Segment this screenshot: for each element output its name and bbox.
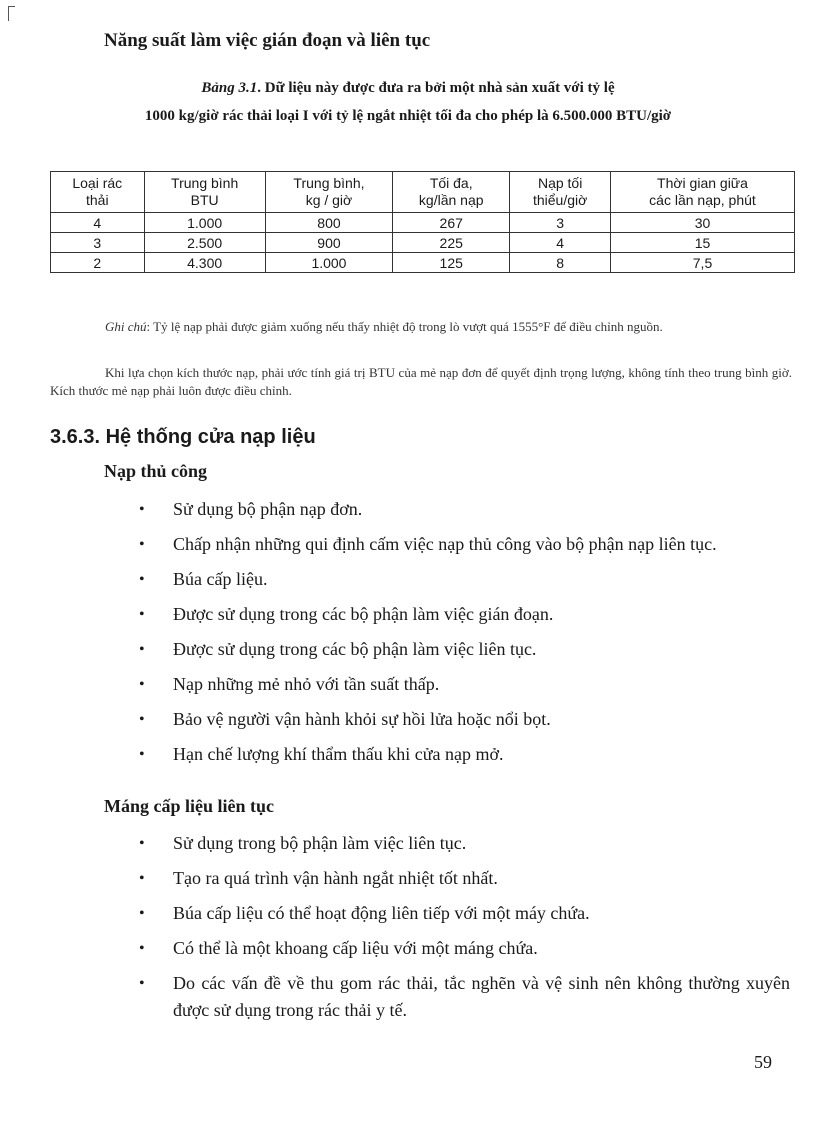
bullet-icon: •: [139, 606, 145, 623]
section-title: Năng suất làm việc gián đoạn và liên tục: [104, 30, 431, 51]
list-item: • Sử dụng trong bộ phận làm việc liên tục.: [0, 830, 790, 857]
list-item: • Bảo vệ người vận hành khỏi sự hồi lửa hoặc nổi bọt.: [0, 706, 790, 733]
table-cell: 7,5: [611, 253, 795, 273]
table-row: [51, 253, 795, 273]
bullet-icon: •: [139, 676, 145, 693]
list-item: • Búa cấp liệu có thể hoạt động liên tiếp với một máy chứa.: [0, 900, 790, 927]
bullet-icon: •: [139, 870, 145, 887]
header-cell: Trung bình, kg / giờ: [265, 172, 392, 213]
table-note: [50, 318, 792, 336]
list-item: • Sử dụng bộ phận nạp đơn.: [0, 496, 790, 523]
manual-feed-list: [0, 496, 790, 776]
continuous-feed-list: [0, 830, 790, 1032]
table-cell: 15: [611, 233, 795, 253]
list-item: • Nạp những mẻ nhỏ với tần suất thấp.: [0, 671, 790, 698]
bullet-icon: •: [139, 835, 145, 852]
bullet-icon: •: [139, 571, 145, 588]
table-note-paragraph: Khi lựa chọn kích thước nạp, phải ước tính giá trị BTU của mẻ nạp đơn để quyết định trọng lượng, không tính theo trung bình giờ. Kích thước mẻ nạp phải luôn được điều chỉnh.: [50, 365, 792, 398]
page-number: 59: [754, 1052, 772, 1072]
table-cell: 125: [393, 253, 510, 273]
table-cell: 2.500: [144, 233, 265, 253]
header-cell: Trung bình BTU: [144, 172, 265, 213]
table-cell: 267: [393, 213, 510, 233]
table-cell: 30: [611, 213, 795, 233]
list-item: • Được sử dụng trong các bộ phận làm việc liên tục.: [0, 636, 790, 663]
table-cell: 8: [510, 253, 611, 273]
table-caption-line2: 1000 kg/giờ rác thải loại I với tỷ lệ ngắt nhiệt tối đa cho phép là 6.500.000 BTU/giờ: [144, 108, 672, 124]
bullet-icon: •: [139, 501, 145, 518]
bullet-icon: •: [139, 975, 145, 992]
table-row: [51, 213, 795, 233]
note-label: Ghi chú: [105, 319, 147, 334]
header-cell: Nạp tối thiểu/giờ: [510, 172, 611, 213]
bullet-icon: •: [139, 940, 145, 957]
table-cell: 3: [51, 233, 145, 253]
list-item: • Hạn chế lượng khí thẩm thấu khi cửa nạp mở.: [0, 741, 790, 768]
bullet-icon: •: [139, 905, 145, 922]
table-cell: 225: [393, 233, 510, 253]
section-heading: 3.6.3. Hệ thống cửa nạp liệu: [50, 426, 316, 448]
note-text: : Tỷ lệ nạp phải được giảm xuống nếu thấy nhiệt độ trong lò vượt quá 1555°F để điều chỉnh nguồn.: [146, 319, 663, 334]
header-cell: Thời gian giữa các lần nạp, phút: [611, 172, 795, 213]
table-cell: 900: [265, 233, 392, 253]
crop-mark: [8, 6, 15, 21]
bullet-icon: •: [139, 536, 145, 553]
data-table: [50, 171, 795, 273]
table-cell: 800: [265, 213, 392, 233]
list-item: • Được sử dụng trong các bộ phận làm việc gián đoạn.: [0, 601, 790, 628]
table-row: [51, 233, 795, 253]
subheading-continuous: Máng cấp liệu liên tục: [104, 796, 274, 816]
list-item: • Tạo ra quá trình vận hành ngắt nhiệt tốt nhất.: [0, 865, 790, 892]
table-caption-label: Bảng 3.1: [201, 80, 258, 96]
table-cell: 1.000: [265, 253, 392, 273]
bullet-icon: •: [139, 641, 145, 658]
list-item: • Búa cấp liệu.: [0, 566, 790, 593]
table-cell: 2: [51, 253, 145, 273]
header-cell: Tối đa, kg/lần nạp: [393, 172, 510, 213]
list-item: • Do các vấn đề về thu gom rác thải, tắc nghẽn và vệ sinh nên không thường xuyên được sử dụng trong rác thải y tế.: [0, 970, 790, 1024]
table-cell: 1.000: [144, 213, 265, 233]
table-header-row: [51, 172, 795, 213]
table-caption-text: . Dữ liệu này được đưa ra bởi một nhà sản xuất với tỷ lệ: [257, 80, 615, 96]
header-cell: Loại rác thải: [51, 172, 145, 213]
table-caption: [40, 80, 776, 97]
table-cell: 4: [510, 233, 611, 253]
list-item: • Chấp nhận những qui định cấm việc nạp thủ công vào bộ phận nạp liên tục.: [0, 531, 790, 558]
table-cell: 4: [51, 213, 145, 233]
subheading-manual: Nạp thủ công: [104, 461, 208, 481]
list-item: • Có thể là một khoang cấp liệu với một máng chứa.: [0, 935, 790, 962]
bullet-icon: •: [139, 711, 145, 728]
table-cell: 4.300: [144, 253, 265, 273]
bullet-icon: •: [139, 746, 145, 763]
table-cell: 3: [510, 213, 611, 233]
